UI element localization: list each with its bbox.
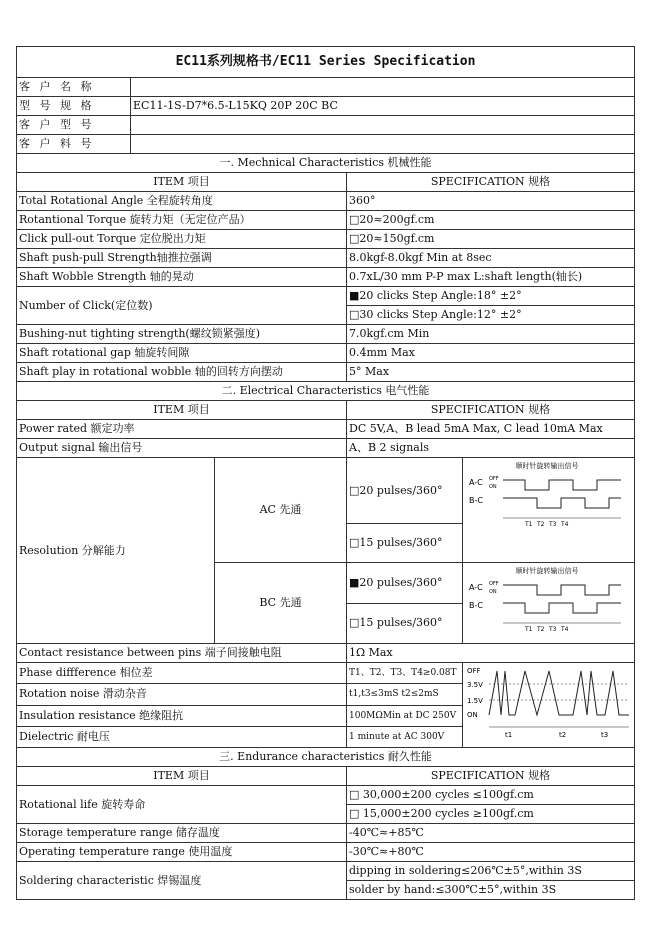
spec-value: A、B 2 signals	[347, 439, 635, 458]
diagram-t4: T4	[561, 626, 569, 633]
item-header: ITEM 项目	[17, 173, 347, 192]
rotational-life-item: Rotational life 旋转寿命	[17, 786, 347, 824]
noise-15: 1.5V	[467, 697, 483, 705]
spec-item: Operating temperature range 使用温度	[17, 843, 347, 862]
spec-header: SPECIFICATION 规格	[347, 173, 635, 192]
spec-value: □20≈200gf.cm	[347, 211, 635, 230]
spec-value: 100MΩMin at DC 250V	[347, 705, 463, 726]
customer-name-label: 客 户 名 称	[17, 78, 131, 97]
ac-signal-diagram	[463, 458, 635, 563]
bc-first-label: BC 先通	[215, 563, 347, 644]
customer-name-value	[131, 78, 635, 97]
diagram-b-label: B-C	[469, 496, 483, 505]
spec-item: Bushing-nut tighting strength(螺纹锁紧强度)	[17, 325, 347, 344]
resolution-option: □15 pulses/360°	[347, 524, 463, 563]
spec-value: 1 minute at AC 300V	[347, 726, 463, 747]
noise-35: 3.5V	[467, 681, 483, 689]
spec-value: 8.0kgf-8.0kgf Min at 8sec	[347, 249, 635, 268]
resolution-option: □20 pulses/360°	[347, 458, 463, 524]
resolution-option: □15 pulses/360°	[347, 603, 463, 644]
spec-value: -40℃≈+85℃	[347, 824, 635, 843]
diagram-title: 顺时针旋转输出信号	[515, 462, 579, 470]
diagram-title: 顺时针旋转输出信号	[515, 567, 579, 575]
diagram-t2: T2	[537, 521, 545, 528]
spec-item: Rotantional Torque 旋转力矩（无定位产品）	[17, 211, 347, 230]
diagram-t3: T3	[549, 521, 557, 528]
a-waveform	[503, 480, 621, 490]
click-number-item: Number of Click(定位数)	[17, 287, 347, 325]
spec-table	[16, 46, 635, 900]
contact-resistance-spec: 1Ω Max	[347, 644, 635, 663]
spec-value: 0.7xL/30 mm P-P max L:shaft length(轴长)	[347, 268, 635, 287]
diagram-t1: T1	[525, 626, 533, 633]
spec-item: Phase diffference 相位差	[17, 663, 347, 684]
diagram-t1: T1	[525, 521, 533, 528]
spec-item: Insulation resistance 绝缘阻抗	[17, 705, 347, 726]
spec-item: Shaft play in rotational wobble 轴的回转方向摆动	[17, 363, 347, 382]
spec-value: 7.0kgf.cm Min	[347, 325, 635, 344]
spec-value: 360°	[347, 192, 635, 211]
soldering-option: dipping in soldering≤206℃±5°,within 3S	[347, 862, 635, 881]
noise-on: ON	[467, 711, 478, 719]
rotational-life-option: □ 15,000±200 cycles ≥100gf.cm	[347, 805, 635, 824]
bc-signal-diagram	[463, 563, 635, 644]
item-header: ITEM 项目	[17, 401, 347, 420]
diagram-t4: T4	[561, 521, 569, 528]
spec-value: □20≈150gf.cm	[347, 230, 635, 249]
spec-item: Storage temperature range 储存温度	[17, 824, 347, 843]
spec-item: Rotation noise 滑动杂音	[17, 684, 347, 705]
spec-value: T1、T2、T3、T4≥0.08T	[347, 663, 463, 684]
section-header: 二. Electrical Characteristics 电气性能	[17, 382, 635, 401]
model-label: 型 号 规 格	[17, 97, 131, 116]
diagram-on: ON	[489, 484, 497, 490]
noise-off: OFF	[467, 667, 481, 675]
noise-t1: t1	[505, 731, 513, 739]
section-header: 三. Endurance characteristics 耐久性能	[17, 748, 635, 767]
a-waveform	[503, 585, 621, 595]
spec-item: Total Rotational Angle 全程旋转角度	[17, 192, 347, 211]
spec-item: Power rated 额定功率	[17, 420, 347, 439]
spec-value: 0.4mm Max	[347, 344, 635, 363]
spec-value: t1,t3≤3mS t2≤2mS	[347, 684, 463, 705]
diagram-b-label: B-C	[469, 601, 483, 610]
spec-sheet	[16, 46, 634, 900]
spec-item: Shaft push-pull Strength轴推拉强调	[17, 249, 347, 268]
soldering-item: Soldering characteristic 焊锡温度	[17, 862, 347, 900]
customer-model-label: 客 户 型 号	[17, 116, 131, 135]
click-option: ■20 clicks Step Angle:18° ±2°	[347, 287, 635, 306]
noise-diagram	[463, 663, 635, 748]
spec-value: 5° Max	[347, 363, 635, 382]
diagram-t3: T3	[549, 626, 557, 633]
noise-t2: t2	[559, 731, 567, 739]
resolution-option: ■20 pulses/360°	[347, 563, 463, 604]
spec-header: SPECIFICATION 规格	[347, 401, 635, 420]
spec-value: DC 5V,A、B lead 5mA Max, C lead 10mA Max	[347, 420, 635, 439]
diagram-on: ON	[489, 589, 497, 595]
customer-part-label: 客 户 料 号	[17, 135, 131, 154]
diagram-a-label: A-C	[469, 478, 483, 487]
bc-waveform-icon	[463, 563, 631, 637]
rotational-life-option: □ 30,000±200 cycles ≤100gf.cm	[347, 786, 635, 805]
soldering-option: solder by hand:≤300℃±5°,within 3S	[347, 881, 635, 900]
ac-first-label: AC 先通	[215, 458, 347, 563]
customer-part-value	[131, 135, 635, 154]
b-waveform	[503, 498, 621, 508]
spec-item: Click pull-out Torque 定位脱出力矩	[17, 230, 347, 249]
b-waveform	[503, 603, 621, 613]
customer-model-value	[131, 116, 635, 135]
diagram-off: OFF	[489, 581, 499, 587]
ac-waveform-icon	[463, 458, 631, 532]
noise-waveform-icon	[463, 663, 631, 741]
diagram-a-label: A-C	[469, 583, 483, 592]
spec-item: Shaft Wobble Strength 轴的晃动	[17, 268, 347, 287]
diagram-t2: T2	[537, 626, 545, 633]
diagram-off: OFF	[489, 476, 499, 482]
document-title: EC11系列规格书/EC11 Series Specification	[17, 47, 635, 78]
item-header: ITEM 项目	[17, 767, 347, 786]
spec-item: Dielectric 耐电压	[17, 726, 347, 747]
click-option: □30 clicks Step Angle:12° ±2°	[347, 306, 635, 325]
spec-item: Shaft rotational gap 轴旋转间隙	[17, 344, 347, 363]
section-header: 一. Mechnical Characteristics 机械性能	[17, 154, 635, 173]
resolution-label: Resolution 分解能力	[17, 458, 215, 644]
spec-value: -30℃≈+80℃	[347, 843, 635, 862]
model-value: EC11-1S-D7*6.5-L15KQ 20P 20C BC	[131, 97, 635, 116]
spec-item: Output signal 输出信号	[17, 439, 347, 458]
noise-trace	[489, 671, 629, 715]
contact-resistance-item: Contact resistance between pins 端子间接触电阻	[17, 644, 347, 663]
spec-header: SPECIFICATION 规格	[347, 767, 635, 786]
noise-t3: t3	[601, 731, 609, 739]
